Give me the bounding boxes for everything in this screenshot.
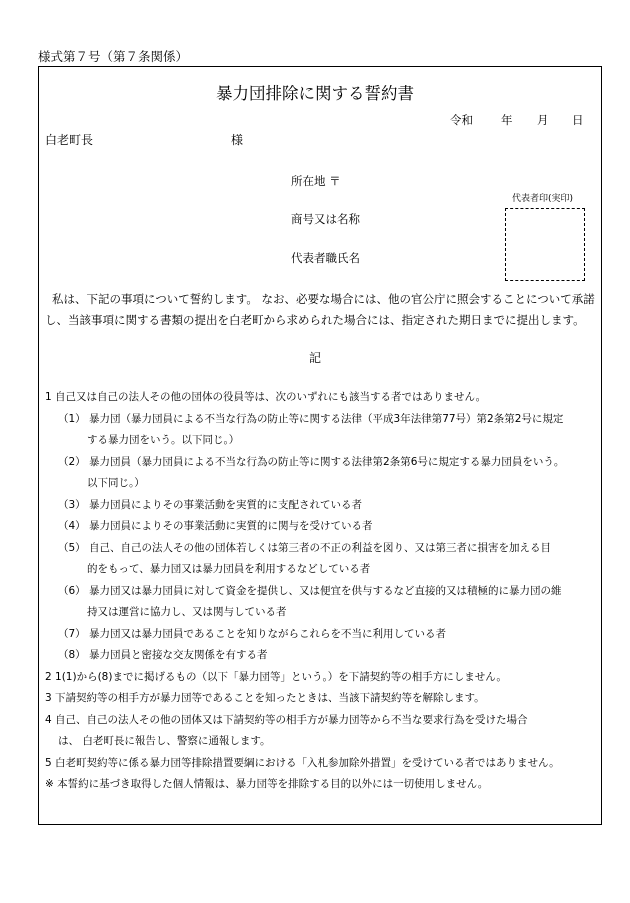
item-1-2-cont: 以下同じ。） (87, 477, 145, 489)
company-name-field-label: 商号又は名称 (291, 212, 360, 226)
item-1-5-cont: 的をもって、暴力団又は暴力団員を利用するなどしている者 (87, 563, 371, 575)
item-1: 1 自己又は自己の法人その他の団体の役員等は、次のいずれにも該当する者ではありません。 (45, 391, 487, 403)
date-year: 年 (501, 113, 513, 127)
item-1-4: （4） 暴力団員によりその事業活動に実質的に関与を受けている者 (58, 520, 373, 532)
address-field-label: 所在地 〒 (291, 174, 341, 188)
item-1-6-cont: 持又は運営に協力し、又は関与している者 (87, 606, 287, 618)
privacy-note: ※ 本誓約に基づき取得した個人情報は、暴力団等を排除する目的以外には一切使用しません。 (45, 778, 489, 790)
honorific: 様 (231, 133, 244, 147)
date-month: 月 (537, 113, 549, 127)
item-1-3: （3） 暴力団員によりその事業活動を実質的に支配されている者 (58, 499, 363, 511)
intro-line-1: 私は、下記の事項について誓約します。 なお、必要な場合には、他の官公庁に照会することについて承諾 (52, 292, 595, 306)
item-5: 5 白老町契約等に係る暴力団等排除措置要綱における「入札参加除外措置」を受けている者ではありません。 (45, 757, 560, 769)
item-1-8: （8） 暴力団員と密接な交友関係を有する者 (58, 649, 268, 661)
representative-field-label: 代表者職氏名 (291, 251, 360, 265)
ki-heading: 記 (308, 351, 321, 365)
item-4-cont: は、 白老町長に報告し、警察に通報します。 (58, 735, 271, 747)
item-1-7: （7） 暴力団又は暴力団員であることを知りながらこれらを不当に利用している者 (58, 628, 447, 640)
date-era: 令和 (450, 113, 473, 127)
item-1-5: （5） 自己、自己の法人その他の団体若しくは第三者の不正の利益を図り、又は第三者に損害を加える目 (58, 542, 552, 554)
date-day: 日 (572, 113, 584, 127)
item-2: 2 1(1)から(8)までに掲げるもの（以下「暴力団等」という。）を下請契約等の相手方にしません。 (45, 671, 507, 683)
item-4: 4 自己、自己の法人その他の団体又は下請契約等の相手方が暴力団等から不当な要求行為を受けた場合 (45, 714, 528, 726)
addressee: 白老町長 (45, 133, 94, 147)
seal-box (505, 208, 585, 281)
intro-line-2: し、当該事項に関する書類の提出を白老町から求められた場合には、指定された期日までに提出します。 (45, 313, 585, 327)
form-number-label: 様式第７号（第７条関係） (38, 49, 189, 64)
document-title: 暴力団排除に関する誓約書 (216, 84, 414, 103)
seal-label: 代表者印(実印) (512, 194, 574, 204)
item-1-6: （6） 暴力団又は暴力団員に対して資金を提供し、又は便宜を供与するなど直接的又は積極的に暴力団の維 (58, 585, 562, 597)
item-1-1-cont: する暴力団をいう。以下同じ。） (87, 434, 240, 446)
item-3: 3 下請契約等の相手方が暴力団等であることを知ったときは、当該下請契約等を解除します。 (45, 692, 485, 704)
item-1-1: （1） 暴力団（暴力団員による不当な行為の防止等に関する法律（平成3年法律第77号）第2条第2号に規定 (58, 413, 564, 425)
item-1-2: （2） 暴力団員（暴力団員による不当な行為の防止等に関する法律第2条第6号に規定する暴力団員をいう。 (58, 456, 565, 468)
